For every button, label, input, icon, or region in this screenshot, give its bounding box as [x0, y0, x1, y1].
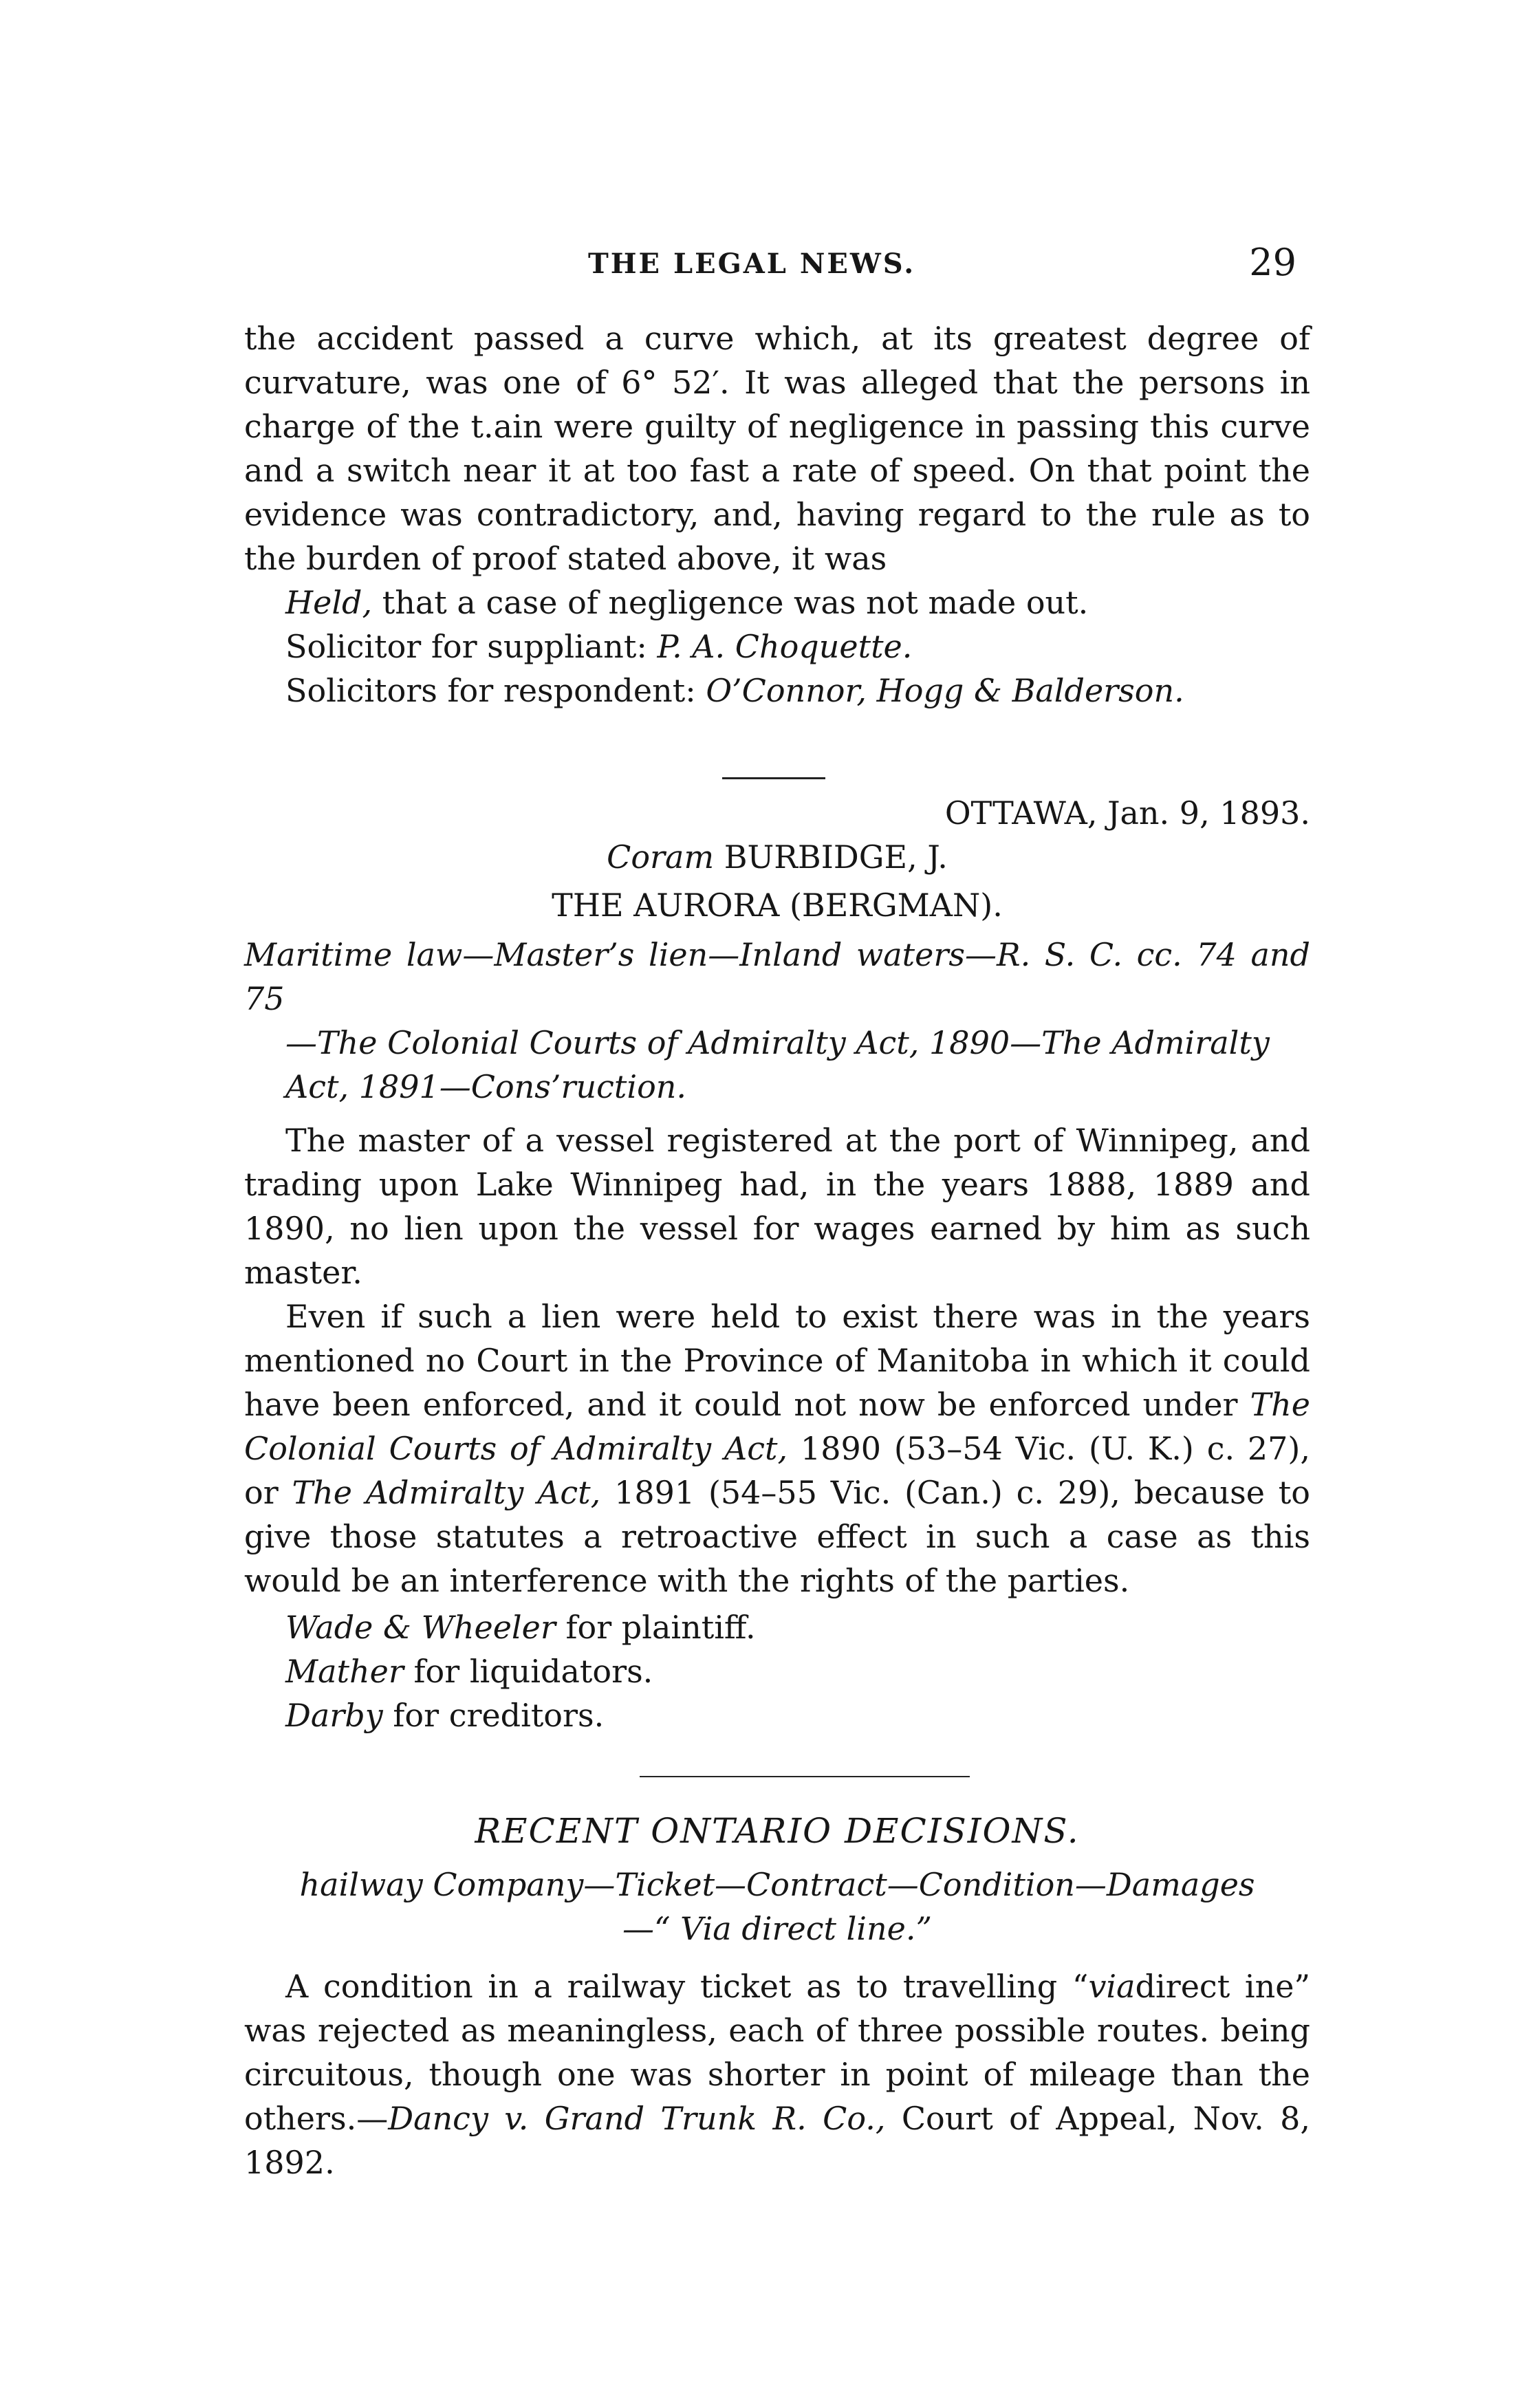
running-title: THE LEGAL NEWS.: [588, 248, 916, 280]
solicitors-respondent-name: O’Connor, Hogg & Balderson.: [706, 672, 1184, 709]
via-word: via: [1088, 1968, 1136, 2005]
held-line: [244, 581, 1310, 625]
held-label: Held,: [285, 584, 373, 621]
case-dateline: OTTAWA, Jan. 9, 1893.: [944, 794, 1310, 832]
held-text: that a case of negligence was not made out.: [382, 584, 1089, 621]
coram-line: [244, 835, 1310, 879]
continuation-block: [244, 316, 1310, 713]
coram-label: Coram: [607, 838, 715, 876]
section-subheading-line-2: —“ Via direct line.”: [622, 1910, 932, 1947]
counsel-line: Darby for creditors.: [285, 1697, 605, 1734]
case-paragraph-2: Even if such a lien were held to exist there was in the years mentioned no Court in the Province of Manitoba in which it could have been enforced, and it could not now be enforced under The Colonial Courts of Admiralty Act, 1890 (53–54 Vic. (U. K.) c. 27), or The Admiralty Act, 1891 (54–55 Vic. (Can.) c. 29), because to give those statutes a retroactive effect in such a case as this would be an interference with the rights of the parties.: [244, 1298, 1311, 1599]
section-divider: [640, 1776, 970, 1777]
solicitor-suppliant-line: [244, 625, 1310, 669]
solicitor-suppliant-label: Solicitor for suppliant:: [285, 628, 647, 665]
section-block: [244, 1809, 1310, 2184]
coram-judge: BURBIDGE, J.: [724, 838, 948, 876]
counsel-line: Wade & Wheeler for plaintiff.: [285, 1609, 756, 1646]
act-title-2: The Admiralty Act,: [292, 1474, 601, 1511]
case-paragraph-1: The master of a vessel registered at the port of Winnipeg, and trading upon Lake Winnipeg had, in the years 1888, 1889 and 1890, no lien upon the vessel for wages earned by him as such master.: [244, 1122, 1310, 1291]
short-divider: [722, 777, 825, 779]
headnote-line-2: —The Colonial Courts of Admiralty Act, 1890—The Admiralty: [285, 1024, 1270, 1061]
page-number: 29: [1249, 241, 1296, 284]
section-paragraph: A condition in a railway ticket as to travelling “viadirect ine” was rejected as meaningless, each of three possible routes. being circuitous, though one was shorter in point of mileage than the others.—Dancy v. Grand Trunk R. Co., Court of Appeal, Nov. 8, 1892.: [244, 1968, 1311, 2181]
headnote-line-1: Maritime law—Master’s lien—Inland waters—R. S. C. cc. 74 and 75: [244, 936, 1310, 1017]
solicitors-respondent-line: [244, 669, 1310, 713]
solicitor-suppliant-name: P. A. Choquette.: [657, 628, 913, 665]
case-block: [244, 791, 1310, 1737]
headnote-line-3: Act, 1891—Cons’ruction.: [285, 1068, 687, 1105]
solicitors-respondent-label: Solicitors for respondent:: [285, 672, 696, 709]
case-citation: Dancy v. Grand Trunk R. Co.,: [388, 2100, 886, 2137]
page-header: [244, 241, 1296, 289]
act-title-1: The Colonial Courts of Admiralty Act,: [244, 1386, 1310, 1467]
case-title: THE AURORA (BERGMAN).: [552, 887, 1003, 924]
section-heading: RECENT ONTARIO DECISIONS.: [475, 1811, 1080, 1851]
section-subheading-line-1: hailway Company—Ticket—Contract—Condition—Damages: [299, 1866, 1255, 1903]
counsel-line: Mather for liquidators.: [285, 1653, 653, 1690]
continuation-paragraph: the accident passed a curve which, at its greatest degree of curvature, was one of 6° 52′. It was alleged that the persons in charge of the t.ain were guilty of negligence in passing this curve and a switch near it at too fast a rate of speed. On that point the evidence was contradictory, and, having regard to the rule as to the burden of proof stated above, it was: [244, 320, 1310, 577]
